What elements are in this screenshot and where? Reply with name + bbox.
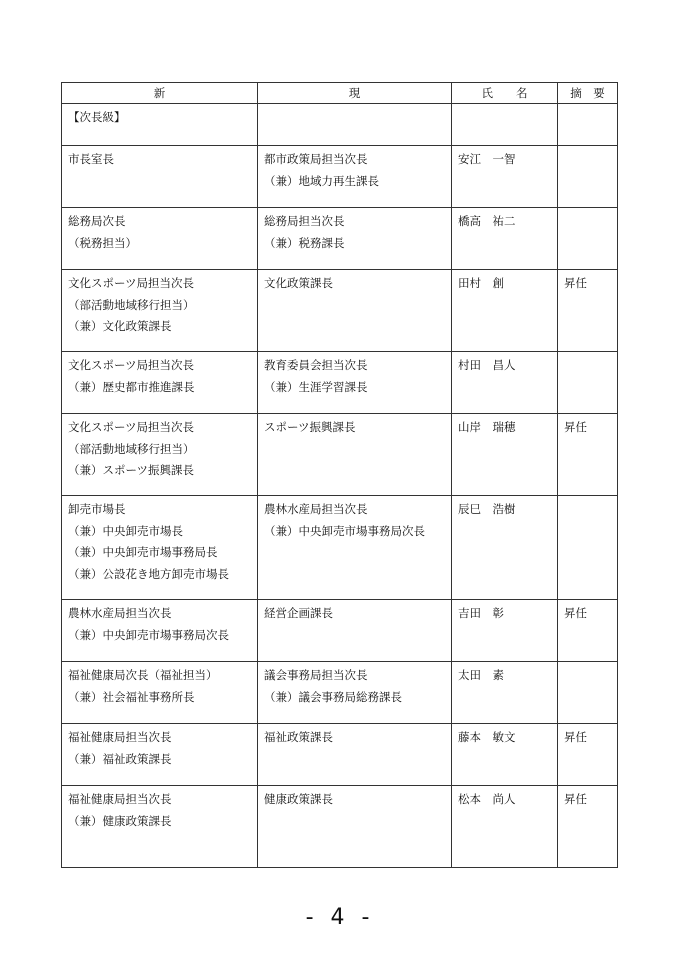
cell-remarks — [558, 662, 618, 724]
table-body — [62, 104, 618, 868]
cell-text: 辰巳 浩樹 — [458, 502, 516, 516]
cell-line: 都市政策局担当次長 — [264, 152, 368, 166]
cell-name — [452, 270, 558, 352]
cell-name — [452, 662, 558, 724]
cell-remarks — [558, 414, 618, 496]
cell-line: 議会事務局担当次長 — [264, 668, 368, 682]
cell-new — [62, 600, 258, 662]
page-number: - 4 - — [305, 905, 375, 930]
cell-line: 福祉健康局担当次長 — [68, 730, 172, 744]
table-row — [62, 662, 618, 724]
cell-line: 市長室長 — [68, 152, 114, 166]
cell-remarks — [558, 104, 618, 146]
cell-line: （兼）社会福祉事務所長 — [68, 689, 195, 704]
cell-new — [62, 104, 258, 146]
cell-current — [258, 146, 452, 208]
cell-remarks — [558, 724, 618, 786]
cell-line: 健康政策課長 — [264, 792, 333, 806]
cell-remarks — [558, 208, 618, 270]
cell-new — [62, 786, 258, 868]
cell-text: 藤本 敏文 — [458, 730, 516, 744]
cell-remarks — [558, 786, 618, 868]
personnel-table — [61, 82, 618, 868]
cell-line: 経営企画課長 — [264, 606, 333, 620]
cell-line: 【次長級】 — [68, 110, 126, 124]
cell-remarks — [558, 352, 618, 414]
cell-text: 吉田 彰 — [458, 606, 504, 620]
cell-text: 山岸 瑞穂 — [458, 420, 516, 434]
cell-line: 教育委員会担当次長 — [264, 358, 368, 372]
cell-line: 農林水産局担当次長 — [68, 606, 172, 620]
cell-text: 橋高 祐二 — [458, 214, 516, 228]
cell-line: （兼）公設花き地方卸売市場長 — [68, 566, 229, 581]
cell-current — [258, 724, 452, 786]
cell-text: 昇任 — [564, 792, 587, 806]
cell-line: （兼）スポーツ振興課長 — [68, 463, 195, 477]
table-row — [62, 208, 618, 270]
cell-line: 福祉政策課長 — [264, 730, 333, 744]
cell-remarks — [558, 496, 618, 600]
cell-new — [62, 208, 258, 270]
table-row — [62, 496, 618, 600]
cell-line: 文化スポーツ局担当次長 — [68, 276, 195, 290]
table-row — [62, 104, 618, 146]
cell-new — [62, 724, 258, 786]
table-row — [62, 352, 618, 414]
cell-name — [452, 600, 558, 662]
cell-line: 福祉健康局担当次長 — [68, 792, 172, 806]
cell-line: （兼）税務課長 — [264, 235, 345, 250]
cell-current — [258, 786, 452, 868]
cell-line: （税務担当） — [68, 235, 137, 250]
cell-line: （兼）生涯学習課長 — [264, 379, 368, 394]
header-new: 新 — [62, 83, 258, 104]
table-row — [62, 786, 618, 868]
cell-line: （兼）福祉政策課長 — [68, 751, 172, 766]
cell-line: （兼）中央卸売市場長 — [68, 523, 183, 538]
cell-line: （兼）歴史都市推進課長 — [68, 379, 195, 394]
header-name: 氏 名 — [452, 83, 558, 104]
cell-line: （部活動地域移行担当） — [68, 297, 195, 312]
cell-line: 総務局次長 — [68, 214, 126, 228]
cell-line: （兼）地域力再生課長 — [264, 173, 379, 188]
cell-remarks — [558, 270, 618, 352]
cell-text: 安江 一智 — [458, 152, 516, 166]
cell-remarks — [558, 146, 618, 208]
cell-current — [258, 208, 452, 270]
cell-line: （兼）中央卸売市場事務局次長 — [68, 627, 229, 642]
table-row — [62, 600, 618, 662]
cell-new — [62, 146, 258, 208]
table-header-row — [62, 83, 618, 104]
cell-line: 総務局担当次長 — [264, 214, 345, 228]
cell-new — [62, 352, 258, 414]
table-row — [62, 146, 618, 208]
cell-line: 農林水産局担当次長 — [264, 502, 368, 516]
cell-name — [452, 352, 558, 414]
cell-line: （兼）中央卸売市場事務局次長 — [264, 523, 425, 538]
table-row — [62, 724, 618, 786]
table-row — [62, 414, 618, 496]
cell-text: 昇任 — [564, 276, 587, 290]
cell-line: （兼）中央卸売市場事務局長 — [68, 545, 218, 559]
cell-new — [62, 270, 258, 352]
cell-name — [452, 414, 558, 496]
cell-current — [258, 270, 452, 352]
cell-line: （部活動地域移行担当） — [68, 441, 195, 456]
cell-name — [452, 208, 558, 270]
cell-remarks — [558, 600, 618, 662]
cell-line: 文化スポーツ局担当次長 — [68, 420, 195, 434]
cell-text: 昇任 — [564, 606, 587, 620]
cell-current — [258, 600, 452, 662]
cell-name — [452, 786, 558, 868]
cell-current — [258, 414, 452, 496]
cell-text: 田村 創 — [458, 276, 504, 290]
cell-text: 昇任 — [564, 420, 587, 434]
cell-new — [62, 496, 258, 600]
cell-line: （兼）文化政策課長 — [68, 319, 172, 333]
cell-name — [452, 104, 558, 146]
table-row — [62, 270, 618, 352]
cell-new — [62, 662, 258, 724]
cell-current — [258, 662, 452, 724]
cell-text: 松本 尚人 — [458, 792, 516, 806]
cell-name — [452, 146, 558, 208]
cell-current — [258, 352, 452, 414]
cell-text: 太田 素 — [458, 668, 504, 682]
cell-line: 文化政策課長 — [264, 276, 333, 290]
cell-name — [452, 724, 558, 786]
cell-text: 村田 昌人 — [458, 358, 516, 372]
cell-line: （兼）議会事務局総務課長 — [264, 689, 402, 704]
cell-current — [258, 496, 452, 600]
cell-line: スポーツ振興課長 — [264, 420, 356, 434]
cell-line: 卸売市場長 — [68, 502, 126, 516]
header-current: 現 — [258, 83, 452, 104]
header-remarks: 摘 要 — [558, 83, 618, 104]
cell-line: 文化スポーツ局担当次長 — [68, 358, 195, 372]
cell-current — [258, 104, 452, 146]
cell-line: （兼）健康政策課長 — [68, 813, 172, 828]
cell-text: 昇任 — [564, 730, 587, 744]
cell-name — [452, 496, 558, 600]
cell-new — [62, 414, 258, 496]
cell-line: 福祉健康局次長（福祉担当） — [68, 668, 218, 682]
